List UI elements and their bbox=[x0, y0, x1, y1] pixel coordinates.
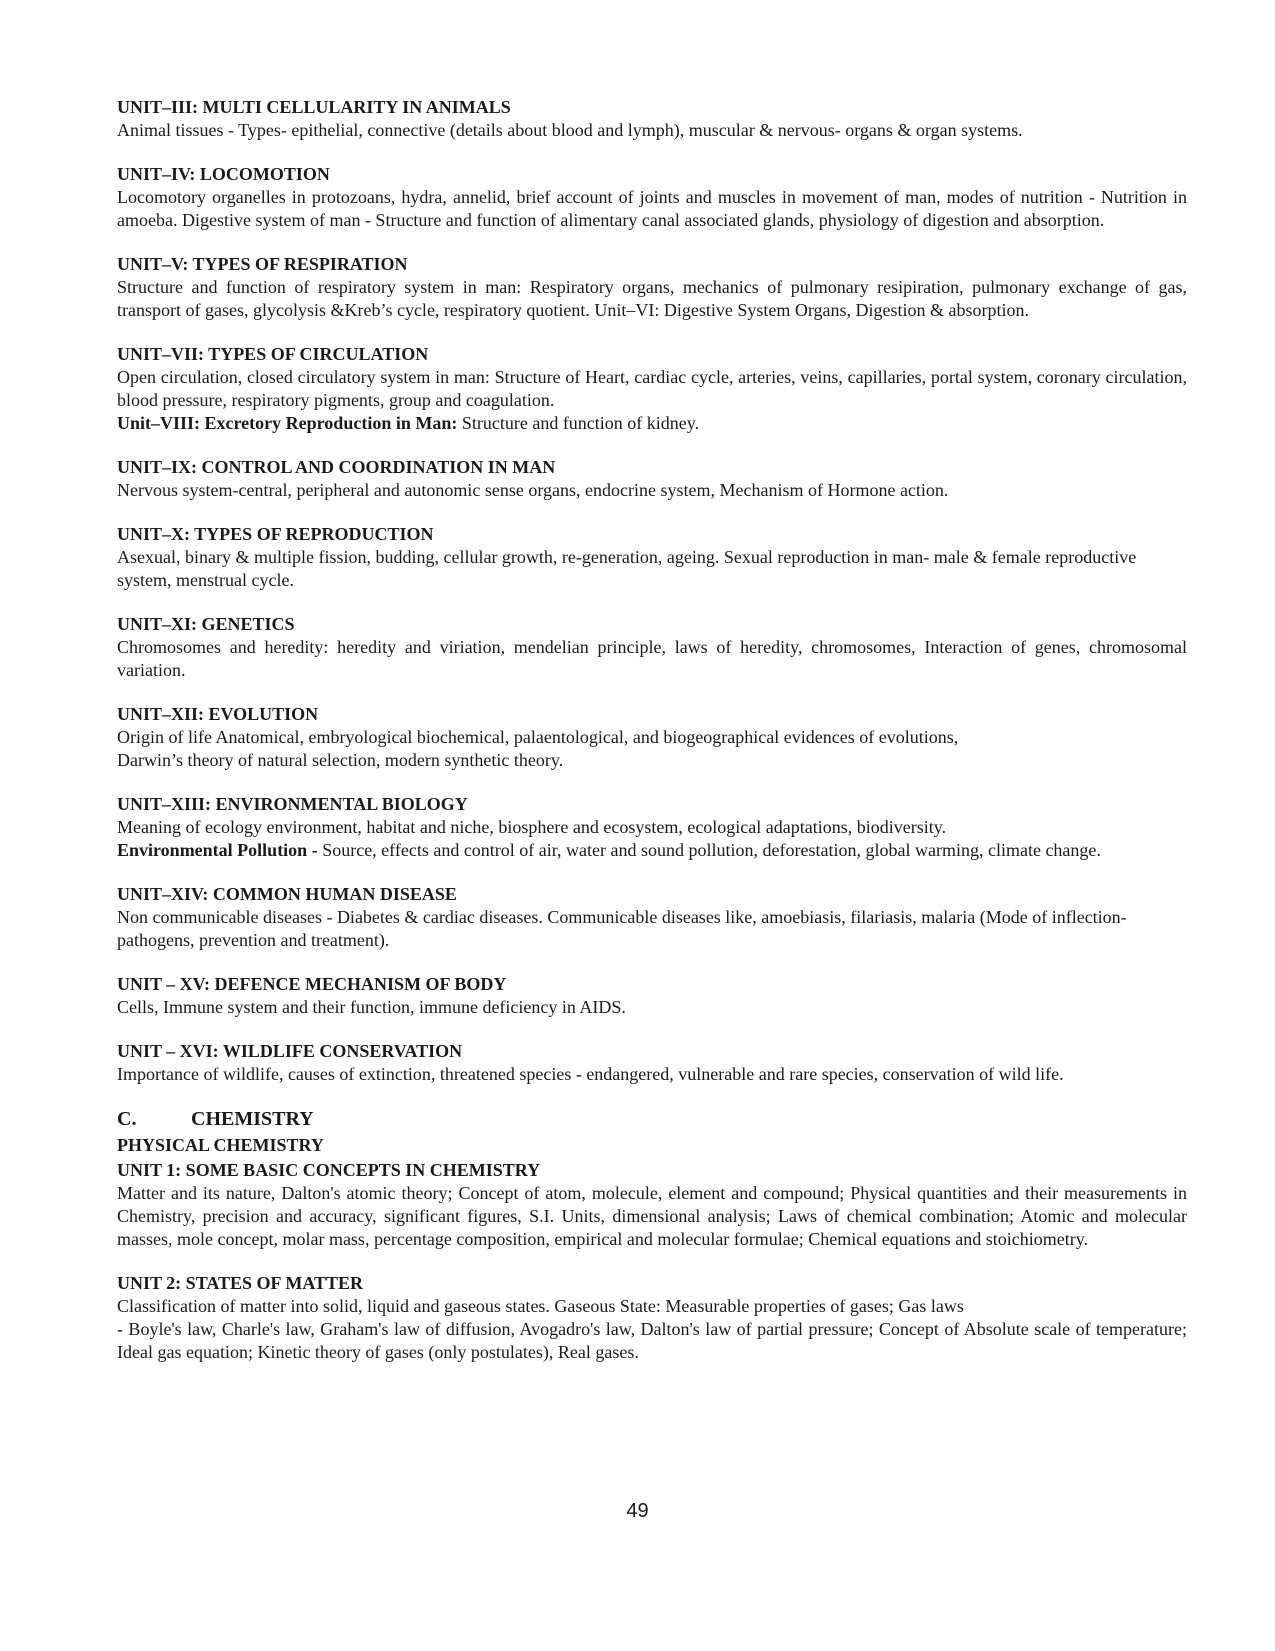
unit-text: Locomotory organelles in protozoans, hydra, annelid, brief account of joints and muscles in movement of man, modes of nutrition - Nutrition in amoeba. Digestive system of man - Structure and function of alimentary canal associated glands, physiology of digestion and absorption. bbox=[117, 187, 1187, 230]
unit-vii-section bbox=[117, 343, 1187, 435]
unit-v-section bbox=[117, 253, 1187, 322]
unit-text-line-2: - Boyle's law, Charle's law, Graham's law of diffusion, Avogadro's law, Dalton's law of partial pressure; Concept of Absolute scale of temperature; Ideal gas equation; Kinetic theory of gases (only postulates), Real gases. bbox=[117, 1319, 1187, 1362]
unit-xiv-section bbox=[117, 883, 1187, 952]
unit-heading: UNIT–XIV: COMMON HUMAN DISEASE bbox=[117, 884, 457, 904]
unit-text: Open circulation, closed circulatory system in man: Structure of Heart, cardiac cycle, arteries, veins, capillaries, portal system, coronary circulation, blood pressure, respiratory pigments, group and coagulation. bbox=[117, 367, 1187, 410]
unit-xv-section bbox=[117, 973, 1187, 1019]
unit-heading: UNIT–V: TYPES OF RESPIRATION bbox=[117, 254, 408, 274]
unit-heading: UNIT–IV: LOCOMOTION bbox=[117, 164, 330, 184]
unit-heading: UNIT–IX: CONTROL AND COORDINATION IN MAN bbox=[117, 457, 556, 477]
unit-text: Origin of life Anatomical, embryological biochemical, palaentological, and biogeographical evidences of evolutions, bbox=[117, 727, 959, 747]
pollution-line bbox=[117, 839, 1187, 862]
chem-unit-1-section bbox=[117, 1159, 1187, 1251]
unit-heading: UNIT–XIII: ENVIRONMENTAL BIOLOGY bbox=[117, 794, 468, 814]
unit-text: Meaning of ecology environment, habitat and niche, biosphere and ecosystem, ecological adaptations, biodiversity. bbox=[117, 817, 947, 837]
pollution-text: Source, effects and control of air, water and sound pollution, deforestation, global warming, climate change. bbox=[317, 840, 1101, 860]
unit-xi-section bbox=[117, 613, 1187, 682]
unit-iii-section bbox=[117, 96, 1187, 142]
unit-text: Importance of wildlife, causes of extinction, threatened species - endangered, vulnerable and rare species, conservation of wild life. bbox=[117, 1064, 1064, 1084]
unit-xvi-section bbox=[117, 1040, 1187, 1086]
unit-heading: UNIT – XVI: WILDLIFE CONSERVATION bbox=[117, 1041, 463, 1061]
unit-heading: UNIT 2: STATES OF MATTER bbox=[117, 1273, 364, 1293]
unit-text: Cells, Immune system and their function, immune deficiency in AIDS. bbox=[117, 997, 626, 1017]
chemistry-title bbox=[117, 1107, 1187, 1132]
unit-xii-section bbox=[117, 703, 1187, 772]
pollution-heading: Environmental Pollution - bbox=[117, 840, 318, 860]
unit-heading: UNIT–III: MULTI CELLULARITY IN ANIMALS bbox=[117, 97, 511, 117]
section-letter: C. bbox=[117, 1108, 137, 1130]
unit-heading: UNIT – XV: DEFENCE MECHANISM OF BODY bbox=[117, 974, 507, 994]
unit-iv-section bbox=[117, 163, 1187, 232]
unit-viii-heading: Unit–VIII: Excretory Reproduction in Man: bbox=[117, 413, 458, 433]
unit-text: Asexual, binary & multiple fission, budding, cellular growth, re-generation, ageing. Sexual reproduction in man- male & female reproductive system, menstrual cycle. bbox=[117, 547, 1137, 590]
unit-text: Chromosomes and heredity: heredity and viriation, mendelian principle, laws of heredity, chromosomes, Interaction of genes, chromosomal variation. bbox=[117, 637, 1187, 680]
unit-viii-text: Structure and function of kidney. bbox=[457, 413, 700, 433]
physical-chemistry-subtitle: PHYSICAL CHEMISTRY bbox=[117, 1135, 324, 1155]
unit-heading: UNIT–VII: TYPES OF CIRCULATION bbox=[117, 344, 429, 364]
unit-text: Non communicable diseases - Diabetes & cardiac diseases. Communicable diseases like, amoebiasis, filariasis, malaria (Mode of inflection- pathogens, prevention and treatment). bbox=[117, 907, 1127, 950]
unit-heading: UNIT 1: SOME BASIC CONCEPTS IN CHEMISTRY bbox=[117, 1160, 541, 1180]
unit-text: Animal tissues - Types- epithelial, connective (details about blood and lymph), muscular & nervous- organs & organ systems. bbox=[117, 120, 1023, 140]
section-title: CHEMISTRY bbox=[191, 1108, 314, 1130]
unit-x-section bbox=[117, 523, 1187, 592]
page-number: 49 bbox=[626, 1500, 649, 1522]
unit-xiii-section bbox=[117, 793, 1187, 862]
unit-text: Structure and function of respiratory system in man: Respiratory organs, mechanics of pulmonary resipiration, pulmonary exchange of gas, transport of gases, glycolysis &Kreb’s cycle, respiratory quotient. Unit–VI: Digestive System Organs, Digestion & absorption. bbox=[117, 277, 1187, 320]
document-page bbox=[117, 96, 1187, 1364]
unit-text-line-2: Darwin’s theory of natural selection, modern synthetic theory. bbox=[117, 750, 564, 770]
unit-text: Classification of matter into solid, liquid and gaseous states. Gaseous State: Measurable properties of gases; Gas laws bbox=[117, 1296, 964, 1316]
unit-ix-section bbox=[117, 456, 1187, 502]
unit-text: Matter and its nature, Dalton's atomic theory; Concept of atom, molecule, element and compound; Physical quantities and their measurements in Chemistry, precision and accuracy, significant figures, S.I. Units, dimensional analysis; Laws of chemical combination; Atomic and molecular masses, mole concept, molar mass, percentage composition, empirical and molecular formulae; Chemical equations and stoichiometry. bbox=[117, 1183, 1187, 1249]
unit-heading: UNIT–XI: GENETICS bbox=[117, 614, 295, 634]
unit-heading: UNIT–X: TYPES OF REPRODUCTION bbox=[117, 524, 434, 544]
unit-text: Nervous system-central, peripheral and autonomic sense organs, endocrine system, Mechanism of Hormone action. bbox=[117, 480, 949, 500]
unit-viii-line bbox=[117, 412, 1187, 435]
unit-heading: UNIT–XII: EVOLUTION bbox=[117, 704, 319, 724]
chem-unit-2-section bbox=[117, 1272, 1187, 1364]
